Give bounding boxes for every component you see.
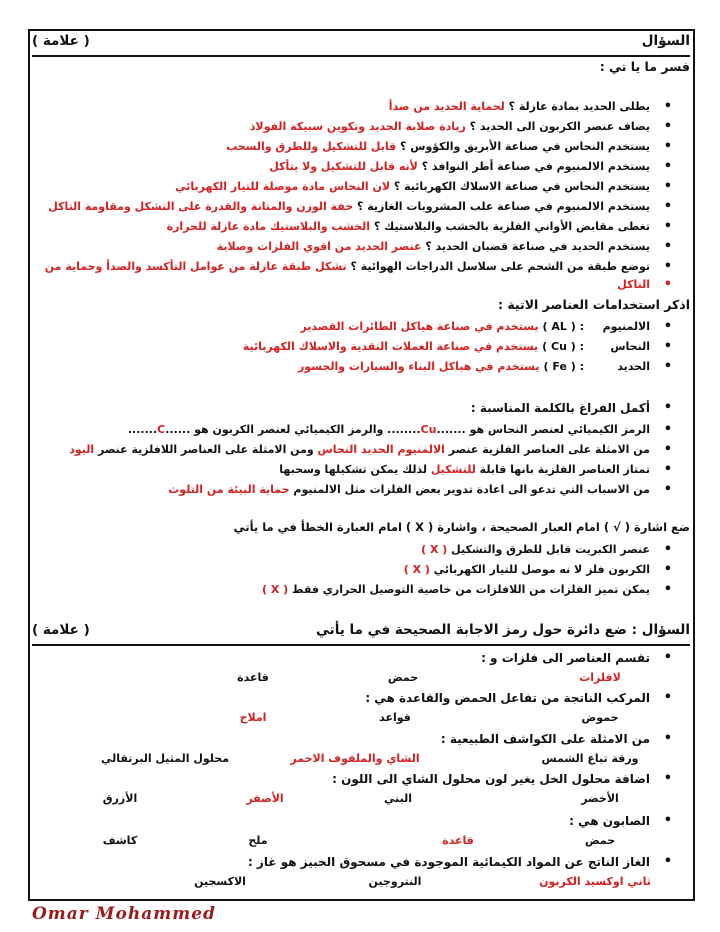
fill-title: • أكمل الفراغ بالكلمة المناسبة : [32, 399, 650, 417]
fill-answer: اليود [69, 443, 95, 456]
fill-answer: الالمنيوم الحديد النحاس [317, 443, 445, 456]
explain-answer: قابل للتشكيل وللطرق والسحب [226, 140, 397, 153]
fill-text: لذلك يمكن تشكيلها وسحبها [279, 463, 431, 476]
explain-answer: زيادة صلابة الحديد وتكوين سبيكة الفولاذ [249, 120, 466, 133]
fill-text: ومن الامثلة على العناصر اللافلزية عنصر [94, 443, 318, 456]
fill-text: الرمز الكيميائي لعنصر النحاس هو ....... [436, 423, 650, 436]
explain-answer: لان النحاس مادة موصلة للتيار الكهربائي [175, 180, 391, 193]
mcq-option[interactable]: لافلزات [579, 671, 621, 684]
explain-question: يستخدم النحاس في صناعة الاسلاك الكهربائية ؟ [390, 180, 650, 193]
fill-text: من الاسباب التي تدعو الى اعادة تدوير بعض الفلزات مثل الالمنيوم [289, 483, 650, 496]
mark-label: ( علامة ) [32, 33, 90, 49]
explain-answer: لحماية الحديد من صدأ [388, 100, 505, 113]
mcq-question: • تقسم العناصر الى فلزات و : [32, 649, 650, 667]
explain-item [32, 98, 650, 116]
mcq-option[interactable]: النتروجين [368, 875, 422, 888]
explain-item [32, 118, 650, 136]
explain-question: يضاف عنصر الكربون الى الحديد ؟ [465, 120, 650, 133]
mcq-option[interactable]: ثاني اوكسيد الكربون [539, 875, 651, 888]
mcq-option[interactable]: الأخضر [581, 792, 619, 805]
explain-question: يستخدم الحديد في صناعة قضبان الحديد ؟ [421, 240, 650, 253]
uses-item [32, 338, 650, 356]
mcq-option[interactable]: محلول المثيل البرتقالي [100, 752, 230, 765]
mcq-option[interactable]: الاكسجين [194, 875, 246, 888]
explain-item [32, 178, 650, 196]
element-name: النحاس [610, 340, 650, 353]
section2-header [32, 622, 690, 646]
element-name: الحديد [617, 360, 650, 373]
mcq-option[interactable]: حمض [387, 671, 419, 684]
fill-text: ........ والرمز الكيميائي لعنصر الكربون هو ...... [165, 423, 421, 436]
fill-item [32, 441, 650, 459]
fill-answer: C [157, 423, 166, 436]
fill-answer: حماية البيئة من التلوث [168, 483, 290, 496]
mcq-option[interactable]: ورقة تباع الشمس [541, 752, 639, 765]
mcq-option[interactable]: كاشف [102, 834, 138, 847]
element-symbol: ( Fe ) : [543, 360, 584, 373]
explain-item [32, 138, 650, 156]
element-use: يستخدم في صناعة هياكل الطائرات القصدير [300, 320, 539, 333]
true-false-item [32, 581, 650, 599]
true-false-item [32, 541, 650, 559]
statement: عنصر الكبريت قابل للطرق والتشكيل [447, 543, 650, 556]
explain-answer: الخشب والبلاستيك مادة عازلة للحرارة [166, 220, 371, 233]
question-label-2: السؤال : ضع دائرة حول رمز الاجابة الصحيحة في ما يأتي [315, 622, 690, 638]
tf-answer: ( X ) [421, 543, 448, 556]
fill-text: ....... [127, 423, 158, 436]
explain-question: تغطى مقابض الأواني الفلزية بالخشب والبلاستيك ؟ [370, 220, 650, 233]
author-signature: Omar Mohammed [32, 904, 216, 924]
mcq-question: • الصابون هي : [32, 812, 650, 830]
mcq-option[interactable]: الأصفر [246, 792, 284, 805]
mcq-option[interactable]: قاعدة [237, 671, 269, 684]
explain-answer: عنصر الحديد من اقوي الفلزات وصلابة [216, 240, 422, 253]
explain-title: فسر ما يا تي : [599, 59, 690, 74]
mcq-option[interactable]: حمض [584, 834, 616, 847]
section1-header [32, 33, 690, 57]
explain-question: يستخدم الالمنيوم في صناعة علب المشروبات الغازية ؟ [353, 200, 650, 213]
mcq-question: • من الامثلة على الكواشف الطبيعية : [32, 730, 650, 748]
explain-item [32, 258, 650, 276]
element-symbol: ( Cu ) : [542, 340, 584, 353]
mcq-option[interactable]: الأزرق [102, 792, 138, 805]
explain-item [32, 158, 650, 176]
mcq-option[interactable]: البني [383, 792, 412, 805]
explain-question: يستخدم الالمنيوم في صناعة أطر النوافذ ؟ [417, 160, 650, 173]
tf-answer: ( X ) [262, 583, 289, 596]
explain-question: يطلى الحديد بمادة عازلة ؟ [504, 100, 650, 113]
fill-item [32, 421, 650, 439]
explain-item [32, 218, 650, 236]
explain-item [32, 238, 650, 256]
explain-item [32, 198, 650, 216]
fill-text: من الامثلة على العناصر الفلزية عنصر [444, 443, 650, 456]
fill-item [32, 461, 650, 479]
true-false-item [32, 561, 650, 579]
explain-question: يستخدم النحاس في صناعة الأبريق والكؤوس ؟ [396, 140, 650, 153]
mcq-option[interactable]: الشاي والملفوف الاحمر [290, 752, 420, 765]
true-false-title: ضع اشارة ( √ ) امام العبار الصحيحة ، واشارة ( X ) امام العبارة الخطأ في ما يأتي [233, 520, 690, 534]
fill-text: تمتاز العناصر الفلزية بانها قابلة [475, 463, 650, 476]
mcq-question: • المركب الناتجة من تفاعل الحمض والقاعدة هي : [32, 689, 650, 707]
element-use: يستخدم في هياكل البناء والسيارات والجسور [297, 360, 540, 373]
statement: الكربون فلز لا نه موصل للتيار الكهربائي [429, 563, 650, 576]
mcq-option[interactable]: حموض [581, 711, 619, 724]
fill-answer: Cu [420, 423, 437, 436]
mcq-option[interactable]: املاح [239, 711, 267, 724]
mcq-option[interactable]: قاعدة [442, 834, 474, 847]
explain-question: توضع طبقة من الشحم على سلاسل الدراجات الهوائية ؟ [346, 260, 650, 273]
statement: يمكن تميز الفلزات من اللافلزات من خاصية التوصيل الحراري فقط [288, 583, 650, 596]
mcq-question: • الغاز الناتج عن المواد الكيمائية الموجودة في مسحوق الخبيز هو غاز : [32, 853, 650, 871]
element-use: يستخدم في صناعة العملات النقدية والاسلاك الكهربائية [242, 340, 539, 353]
mark-label-2: ( علامة ) [32, 622, 90, 638]
explain-answer: لأنه قابل للتشكيل ولا يتأكل [269, 160, 418, 173]
mcq-option[interactable]: ملح [248, 834, 268, 847]
element-symbol: ( AL ) : [542, 320, 584, 333]
mcq-option[interactable]: قواعد [379, 711, 411, 724]
tf-answer: ( X ) [403, 563, 430, 576]
explain-answer: خفة الوزن والمتانة والقدرة على التشكل ومقاومة التاكل [48, 200, 354, 213]
fill-answer: للتشكيل [430, 463, 476, 476]
uses-item [32, 358, 650, 376]
uses-title: اذكر استخدامات العناصر الاتية : [498, 297, 690, 312]
question-label: السؤال [641, 33, 690, 49]
element-name: الالمنيوم [602, 320, 650, 333]
fill-item [32, 481, 650, 499]
uses-item [32, 318, 650, 336]
explain-answer: تشكل طبقة عازلة من عوامل التأكسد والصدأ وحماية من [44, 260, 347, 273]
mcq-question: • اضافة محلول الخل يغير لون محلول الشاي الى اللون : [32, 770, 650, 788]
explain-answer-continued: • التاكل [32, 276, 650, 294]
